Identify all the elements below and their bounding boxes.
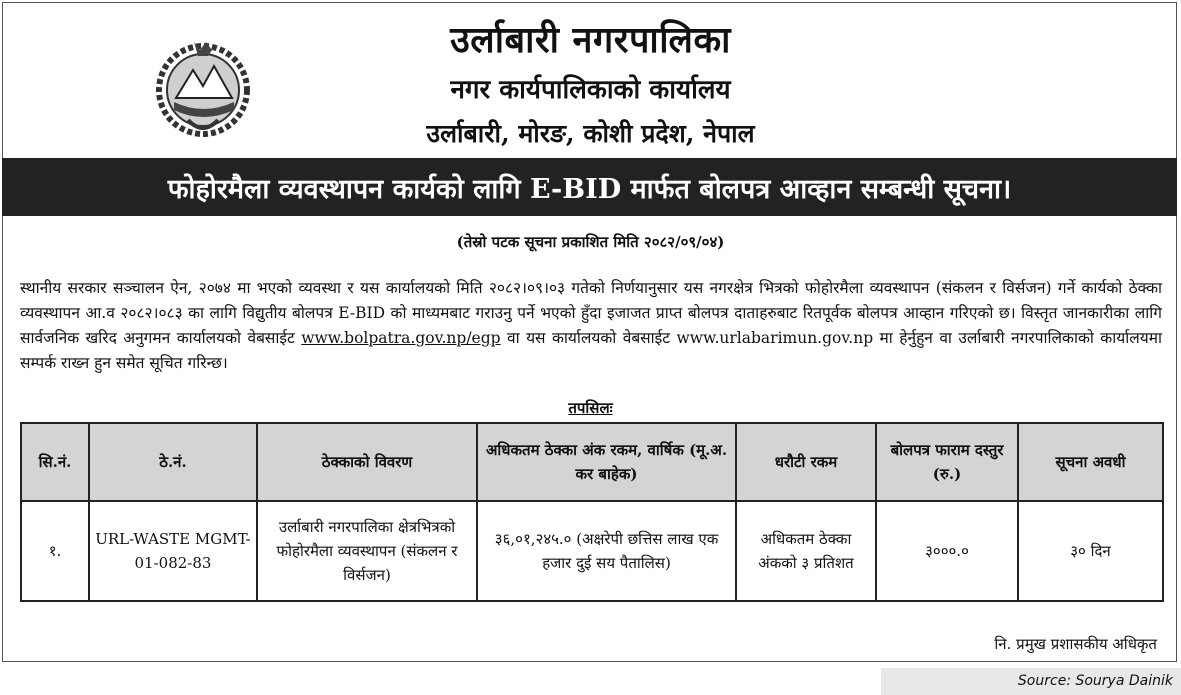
header-deposit: धरौटी रकम xyxy=(736,423,876,501)
tender-table xyxy=(20,422,1164,602)
signatory-title: नि. प्रमुख प्रशासकीय अधिकृत xyxy=(994,635,1157,653)
details-label: तपसिलः xyxy=(568,399,613,417)
publication-note: (तेस्रो पटक सूचना प्रकाशित मिति २०८२/०९/०४) xyxy=(456,233,725,251)
details-label-wrap xyxy=(0,398,1181,418)
body-text-part1: स्थानीय सरकार सञ्चालन ऐन, २०७४ मा भएको व्यवस्था र यस कार्यालयको मिति २०८२।०९।०३ गतेको निर्णयानुसार यस नगरक्षेत्र भित्रको फोहोरमैला व्यवस्थापन (संकलन र विर्सजन) गर्ने कार्यको ठेक्का व्यवस्थापन आ.व २०८२।०८३ का लागि विद्युतीय बोलपत्र E-BID को माध्यमबाट गराउनु पर्ने भएको हुँदा इजाजत प्राप्त बोलपत्र दाताहरुबाट रितपूर्वक बोलपत्र आव्हान गरिएको छ। विस्तृत जानकारीका लागि सार्वजनिक खरिद अनुगमन कार्यालयको वेबसाईट xyxy=(20,279,1162,347)
body-text-part2: वा यस कार्यालयको वेबसाईट www.urlabarimun.gov.np मा हेर्नुहुन वा उर्लाबारी नगरपालिकाको कार्यालयमा सम्पर्क राख्न हुन समेत सूचित गरिन्छ। xyxy=(20,329,1162,372)
table-row xyxy=(21,501,1163,601)
office-address: उर्लाबारी, मोरङ, कोशी प्रदेश, नेपाल xyxy=(426,119,755,148)
bolpatra-link[interactable]: www.bolpatra.gov.np/egp xyxy=(301,329,501,347)
header-contract-no: ठे.नं. xyxy=(89,423,257,501)
header-notice-period: सूचना अवधी xyxy=(1018,423,1163,501)
cell-sn: १. xyxy=(21,501,89,601)
cell-form-fee: ३०००.० xyxy=(876,501,1018,601)
cell-notice-period: ३० दिन xyxy=(1018,501,1163,601)
municipality-title: उर्लाबारी नगरपालिका xyxy=(450,19,731,61)
header-sn: सि.नं. xyxy=(21,423,89,501)
source-credit: Source: Sourya Dainik xyxy=(881,668,1181,695)
header-description: ठेक्काको विवरण xyxy=(257,423,477,501)
notice-heading-banner xyxy=(2,158,1177,216)
notice-heading: फोहोरमैला व्यवस्थापन कार्यको लागि E-BID मार्फत बोलपत्र आव्हान सम्बन्धी सूचना। xyxy=(167,173,1012,205)
cell-description: उर्लाबारी नगरपालिका क्षेत्रभित्रको फोहोरमैला व्यवस्थापन (संकलन र विर्सजन) xyxy=(257,501,477,601)
cell-max-amount: ३६,०१,२४५.० (अक्षरेपी छत्तिस लाख एक हजार दुई सय पैतालिस) xyxy=(477,501,736,601)
office-name: नगर कार्यपालिकाको कार्यालय xyxy=(450,75,731,105)
header-max-amount: अधिकतम ठेक्का अंक रकम, वार्षिक (मू.अ. कर बाहेक) xyxy=(477,423,736,501)
notice-body xyxy=(20,276,1162,376)
table-header-row xyxy=(21,423,1163,501)
header-form-fee: बोलपत्र फाराम दस्तुर (रु.) xyxy=(876,423,1018,501)
cell-deposit: अधिकतम ठेक्का अंकको ३ प्रतिशत xyxy=(736,501,876,601)
cell-contract-no: URL-WASTE MGMT-01-082-83 xyxy=(89,501,257,601)
